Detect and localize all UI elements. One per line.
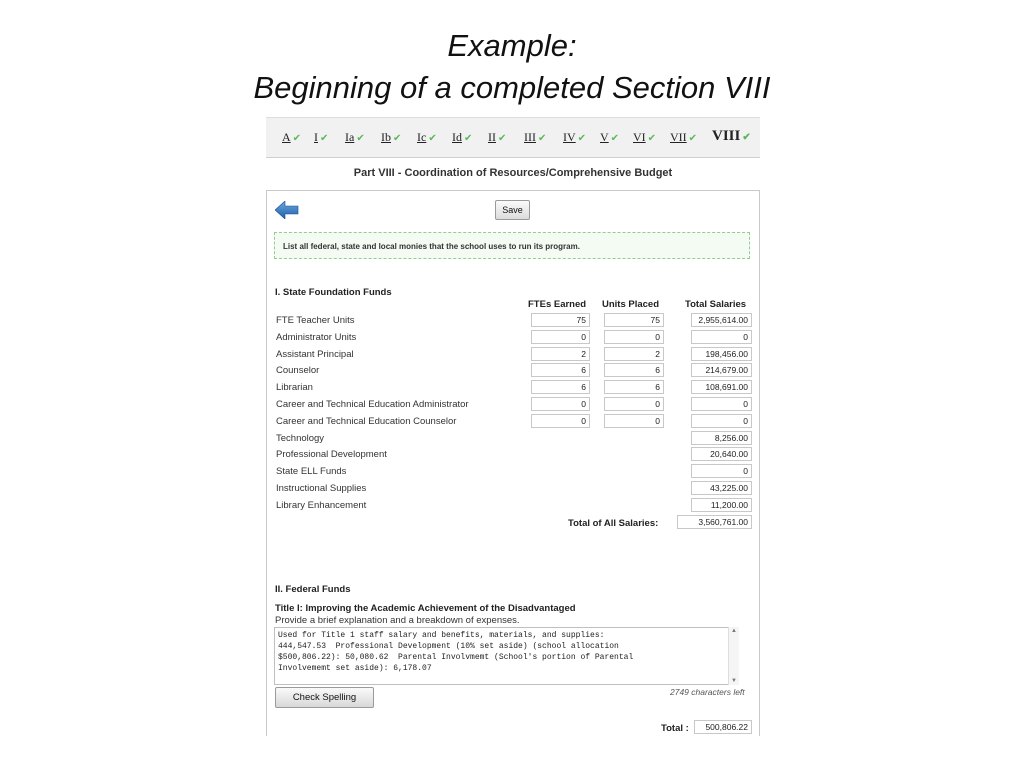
checkmark-icon: ✔ [464, 133, 473, 144]
checkmark-icon: ✔ [428, 133, 437, 144]
funds-row [267, 330, 759, 347]
fte-field[interactable]: 0 [531, 397, 590, 411]
funds-row [267, 447, 759, 464]
funds-row-label: Instructional Supplies [276, 483, 367, 494]
nav-item-i[interactable] [314, 130, 328, 145]
funds-row-label: Library Enhancement [276, 499, 367, 511]
nav-item-label: II [488, 130, 496, 144]
nav-item-label: A [282, 130, 291, 144]
funds-row [267, 414, 759, 431]
funds-row-label: Professional Development [276, 449, 387, 461]
fte-field[interactable]: 2 [531, 347, 590, 361]
funds-row-label: Administrator Units [276, 331, 357, 343]
salary-field[interactable]: 43,225.00 [691, 481, 752, 495]
checkmark-icon: ✔ [393, 133, 402, 144]
nav-item-label: Ic [417, 130, 427, 144]
instructions-notice: List all federal, state and local monies that the school uses to run its program. [274, 232, 750, 259]
save-button[interactable]: Save [495, 200, 530, 220]
salary-field[interactable]: 198,456.00 [691, 347, 752, 361]
nav-item-iii[interactable] [524, 130, 546, 145]
funds-row-label: State ELL Funds [276, 466, 347, 478]
nav-item-vii[interactable] [670, 130, 697, 145]
funds-row [267, 431, 759, 448]
funds-row-label: Career and Technical Education Administrator [276, 399, 469, 410]
units-field[interactable]: 0 [604, 330, 664, 344]
nav-item-vi[interactable] [633, 130, 656, 145]
nav-item-iv[interactable] [563, 130, 586, 145]
nav-item-ib[interactable] [381, 130, 401, 145]
checkmark-icon: ✔ [742, 132, 751, 143]
nav-item-label: VIII [712, 128, 741, 144]
salary-field[interactable]: 20,640.00 [691, 447, 752, 461]
nav-item-ii[interactable] [488, 130, 506, 145]
salary-field[interactable]: 214,679.00 [691, 363, 752, 377]
units-field[interactable]: 6 [604, 363, 664, 377]
section-nav [266, 117, 760, 158]
funds-row [267, 397, 759, 414]
nav-item-v[interactable] [600, 130, 619, 145]
checkmark-icon: ✔ [292, 133, 302, 144]
budget-form-app [266, 117, 760, 735]
fte-field[interactable]: 6 [531, 380, 590, 394]
salary-field[interactable]: 2,955,614.00 [691, 313, 752, 327]
salary-field[interactable]: 8,256.00 [691, 431, 752, 445]
title-i-total-field[interactable]: 500,806.22 [694, 720, 752, 734]
salary-field[interactable]: 108,691.00 [691, 380, 752, 394]
fte-field[interactable]: 6 [531, 363, 590, 377]
nav-item-label: III [524, 130, 536, 144]
funds-row-label: FTE Teacher Units [276, 315, 355, 326]
nav-item-label: VI [633, 130, 646, 144]
funds-row-label: Assistant Principal [276, 348, 354, 360]
col-fte-header: FTEs Earned [528, 299, 587, 310]
nav-item-a[interactable] [282, 130, 301, 145]
scroll-down-icon[interactable]: ▼ [731, 678, 737, 684]
fte-field[interactable]: 75 [531, 313, 590, 327]
title-i-explanation-textarea[interactable]: Used for Title 1 staff salary and benefits, materials, and supplies: 444,547.53 Professional Development (10% set aside) (school allocation $500,806.22): 50,080.62 Parental Involvmemt (School's portion of Parental Involvememt set aside): 6,178.07 [274, 627, 739, 685]
nav-item-label: Ia [345, 130, 355, 144]
scroll-up-icon[interactable]: ▲ [731, 628, 737, 634]
slide-title-line-2: Beginning of a completed Section VIII [253, 70, 771, 105]
nav-item-label: Ib [381, 130, 391, 144]
state-funds-heading: I. State Foundation Funds [275, 287, 392, 298]
title-i-heading: Title I: Improving the Academic Achievement of the Disadvantaged [275, 603, 576, 614]
funds-row [267, 347, 759, 364]
nav-item-label: I [314, 130, 318, 144]
checkmark-icon: ✔ [538, 133, 547, 144]
funds-row-label: Counselor [276, 365, 320, 377]
check-spelling-button[interactable]: Check Spelling [275, 687, 374, 708]
funds-row-label: Technology [276, 432, 325, 444]
part-title: Part VIII - Coordination of Resources/Comprehensive Budget [353, 167, 673, 179]
nav-item-viii[interactable] [712, 128, 751, 145]
title-i-hint: Provide a brief explanation and a breakdown of expenses. [275, 615, 520, 626]
funds-row [267, 380, 759, 397]
checkmark-icon: ✔ [356, 133, 365, 144]
checkmark-icon: ✔ [688, 133, 698, 144]
salary-field[interactable]: 0 [691, 414, 752, 428]
checkmark-icon: ✔ [647, 133, 657, 144]
nav-item-label: V [600, 130, 609, 144]
fte-field[interactable]: 0 [531, 330, 590, 344]
total-salaries-label: Total of All Salaries: [568, 518, 659, 529]
units-field[interactable]: 0 [604, 414, 664, 428]
checkmark-icon: ✔ [610, 133, 620, 144]
nav-item-label: VII [670, 130, 687, 144]
fte-field[interactable]: 0 [531, 414, 590, 428]
nav-item-label: IV [563, 130, 576, 144]
funds-row [267, 464, 759, 481]
checkmark-icon: ✔ [498, 133, 507, 144]
federal-funds-heading: II. Federal Funds [275, 584, 351, 595]
nav-item-id[interactable] [452, 130, 472, 145]
funds-row [267, 313, 759, 330]
salary-field[interactable]: 0 [691, 397, 752, 411]
units-field[interactable]: 6 [604, 380, 664, 394]
textarea-scrollbar[interactable] [728, 627, 739, 685]
form-panel [266, 190, 760, 736]
title-i-total-label: Total : [661, 723, 689, 734]
funds-row [267, 498, 759, 515]
back-arrow-icon[interactable] [275, 201, 299, 219]
nav-item-ic[interactable] [417, 130, 437, 145]
slide-title-line-1: Example: [447, 28, 577, 63]
salary-field[interactable]: 11,200.00 [691, 498, 752, 512]
nav-item-label: Id [452, 130, 462, 144]
checkmark-icon: ✔ [320, 133, 329, 144]
col-salaries-header: Total Salaries [685, 299, 747, 310]
col-units-header: Units Placed [602, 299, 660, 310]
total-salaries-field[interactable]: 3,560,761.00 [677, 515, 752, 529]
units-field[interactable]: 2 [604, 347, 664, 361]
salary-field[interactable]: 0 [691, 464, 752, 478]
units-field[interactable]: 0 [604, 397, 664, 411]
funds-row-label: Librarian [276, 382, 313, 394]
funds-row [267, 363, 759, 380]
units-field[interactable]: 75 [604, 313, 664, 327]
characters-left-counter: 2749 characters left [670, 687, 745, 697]
salary-field[interactable]: 0 [691, 330, 752, 344]
funds-row-label: Career and Technical Education Counselor [276, 415, 457, 427]
checkmark-icon: ✔ [577, 133, 587, 144]
funds-row [267, 481, 759, 498]
nav-item-ia[interactable] [345, 130, 365, 145]
